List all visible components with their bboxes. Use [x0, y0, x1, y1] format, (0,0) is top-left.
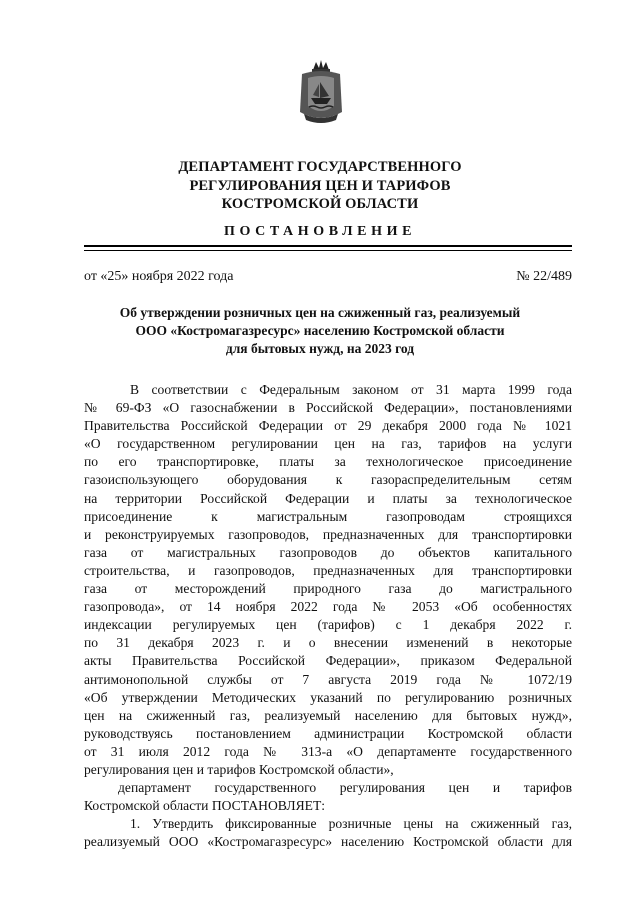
department-line: КОСТРОМСКОЙ ОБЛАСТИ [221, 196, 419, 212]
body-line: «Об утверждении Методических указаний по регулированию розничных [84, 689, 572, 705]
header-divider-thin [84, 250, 572, 251]
body-line: департамент государственного регулирования цен и тарифов [118, 780, 572, 796]
body-line: регулирования цен и тарифов Костромской области», [84, 761, 394, 777]
body-line: 1. Утвердить фиксированные розничные цены на сжиженный газ, [130, 816, 572, 832]
body-line: газа от месторождений природного газа до магистрального [84, 581, 572, 597]
body-line: по 31 декабря 2023 г. и о внесении изменений в некоторые [84, 635, 572, 651]
issuing-department [0, 158, 640, 214]
body-line: газа от магистральных газопроводов до объектов капитального [84, 544, 572, 560]
body-line: газопровода», от 14 ноября 2022 года № 2053 «Об особенностях [84, 599, 572, 615]
document-body [84, 381, 572, 851]
body-line: газоиспользующего оборудования к газораспределительным сетям [84, 472, 572, 488]
body-line: руководствуясь постановлением администрации Костромской области [84, 725, 572, 741]
body-line: от 31 июля 2012 года № 313-а «О департаменте государственного [84, 743, 572, 759]
body-line: по его транспортировке, платы за технологическое присоединение [84, 454, 572, 470]
body-line: В соответствии с Федеральным законом от 31 марта 1999 года [130, 382, 572, 397]
subject-line: Об утверждении розничных цен на сжиженный газ, реализуемый [119, 305, 521, 320]
coat-of-arms-icon [296, 58, 346, 126]
header-divider-thick [84, 245, 572, 247]
body-line: строительства, и газопроводов, предназначенных для транспортировки [84, 562, 572, 578]
department-line: РЕГУЛИРОВАНИЯ ЦЕН И ТАРИФОВ [189, 177, 451, 194]
department-line: ДЕПАРТАМЕНТ ГОСУДАРСТВЕННОГО [178, 159, 462, 175]
body-line: индексации регулируемых цен (тарифов) с 1 декабря 2022 г. [84, 617, 572, 633]
subject-line: ООО «Костромагазресурс» населению Костромской области [135, 323, 505, 338]
body-line: цен на сжиженный газ, реализуемый населению для бытовых нужд», [84, 707, 572, 723]
body-line: антимонопольной службы от 7 августа 2019 года № 1072/19 [84, 671, 572, 687]
body-line: Костромской области ПОСТАНОВЛЯЕТ: [84, 798, 326, 814]
document-subject [0, 304, 640, 358]
body-line: № 69-ФЗ «О газоснабжении в Российской Федерации», постановлениями [84, 400, 572, 416]
body-line: на территории Российской Федерации и платы за технологическое [84, 490, 572, 506]
body-line: Правительства Российской Федерации от 29 декабря 2000 года № 1021 [84, 418, 572, 434]
body-line: присоединение к магистральным газопроводам строящихся [84, 508, 572, 524]
subject-line: для бытовых нужд, на 2023 год [225, 341, 415, 356]
body-line: «О государственном регулировании цен на газ, тарифов на услуги [84, 436, 572, 452]
document-number: № 22/489 [516, 269, 572, 284]
body-line: и реконструируемых газопроводов, предназначенных для транспортировки [84, 526, 572, 542]
body-line: реализуемый ООО «Костромагазресурс» населению Костромской области для [84, 834, 572, 850]
document-date: от «25» ноября 2022 года [84, 269, 234, 284]
document-type-title: ПОСТАНОВЛЕНИЕ [223, 224, 417, 239]
body-line: акты Правительства Российской Федерации», приказом Федеральной [84, 653, 572, 669]
